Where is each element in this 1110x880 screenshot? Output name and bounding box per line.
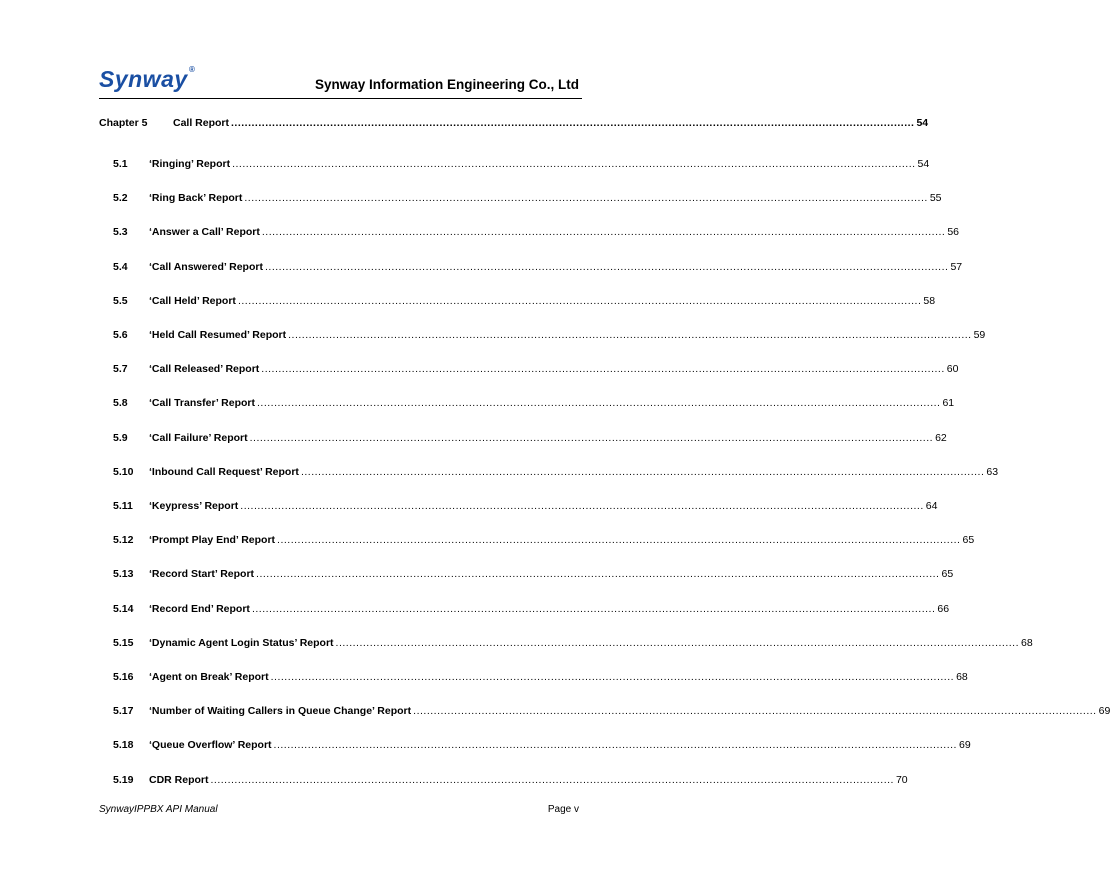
toc-entry[interactable] [113,431,947,445]
entry-title: ‘Agent on Break’ Report [149,671,269,683]
entry-page: 60 [946,363,959,376]
leader-dots: ........................................................................................................................................................................................................ [251,602,936,615]
entry-page: 66 [937,602,950,615]
entry-title: ‘Ringing’ Report [149,158,231,170]
toc-entry[interactable] [113,362,959,376]
entry-page: 69 [958,739,971,752]
entry-number: 5.19 [113,773,134,786]
leader-dots: ........................................................................................................................................................................................................ [257,397,941,410]
entry-page: 54 [917,158,930,170]
entry-title: ‘Call Held’ Report [149,294,236,307]
toc-entry[interactable] [113,225,960,239]
entry-number: 5.3 [113,226,128,239]
entry-page: 55 [929,192,942,205]
toc-entry[interactable] [113,704,1110,718]
chapter-title: Call Report [173,117,230,129]
toc-entry[interactable] [113,396,955,410]
chapter-page: 54 [916,117,929,129]
entry-number: 5.11 [113,500,133,512]
entry-page: 68 [1021,636,1033,649]
leader-dots: ........................................................................................................................................................................................................ [237,294,922,307]
entry-page: 64 [925,500,938,512]
leader-dots: ........................................................................................................................................................................................................ [270,671,955,683]
toc-entry[interactable] [113,636,1033,650]
leader-dots: ........................................................................................................................................................................................................ [335,636,1019,649]
entry-number: 5.1 [113,158,128,170]
entry-number: 5.13 [113,568,134,581]
leader-dots: ........................................................................................................................................................................................................ [256,568,940,581]
toc-entry[interactable] [113,602,950,616]
header-divider [99,98,582,99]
leader-dots: ........................................................................................................................................................................................................ [273,739,957,752]
entry-page: 58 [923,294,936,307]
entry-number: 5.16 [113,671,134,683]
entry-page: 68 [956,671,968,683]
synway-logo [99,65,196,93]
entry-page: 70 [895,773,908,786]
leader-dots: ........................................................................................................................................................................................................ [210,773,894,786]
toc-entry[interactable] [113,499,938,513]
toc-entry[interactable] [113,260,963,274]
company-name: Synway Information Engineering Co., Ltd [314,77,579,92]
entry-page: 57 [950,260,963,273]
entry-title: ‘Held Call Resumed’ Report [149,329,287,341]
leader-dots: ........................................................................................................................................................................................................ [264,260,949,273]
entry-number: 5.7 [113,363,128,376]
entry-title: ‘Call Transfer’ Report [149,397,256,410]
leader-dots: ........................................................................................................................................................................................................ [231,117,915,129]
leader-dots: ........................................................................................................................................................................................................ [288,329,972,341]
leader-dots: ........................................................................................................................................................................................................ [240,500,924,512]
page-number: Page v [547,804,579,815]
page-footer [99,804,579,815]
toc-entry[interactable] [113,533,975,547]
leader-dots: ........................................................................................................................................................................................................ [261,226,946,239]
entry-page: 61 [942,397,955,410]
toc-entry[interactable] [113,157,930,171]
entry-title: ‘Prompt Play End’ Report [149,534,276,547]
entry-title: ‘Dynamic Agent Login Status’ Report [149,636,334,649]
leader-dots: ........................................................................................................................................................................................................ [232,158,916,170]
entry-title: ‘Inbound Call Request’ Report [149,465,299,478]
entry-number: 5.14 [113,602,134,615]
entry-number: 5.4 [113,260,128,273]
toc-entry[interactable] [113,465,999,479]
leader-dots: ........................................................................................................................................................................................................ [249,431,934,444]
entry-title: ‘Answer a Call’ Report [149,226,260,239]
chapter-number: Chapter 5 [99,117,148,129]
entry-number: 5.17 [113,705,134,718]
entry-number: 5.15 [113,636,134,649]
entry-number: 5.6 [113,329,128,341]
leader-dots: ........................................................................................................................................................................................................ [300,465,985,478]
toc-entry[interactable] [113,567,954,581]
entry-number: 5.18 [113,739,134,752]
entry-title: ‘Keypress’ Report [149,500,239,512]
entry-number: 5.9 [113,431,128,444]
toc-entry[interactable] [113,773,908,787]
entry-page: 63 [986,465,999,478]
entry-page: 69 [1098,705,1110,718]
toc-entry[interactable] [113,191,942,205]
leader-dots: ........................................................................................................................................................................................................ [277,534,961,547]
entry-title: ‘Call Answered’ Report [149,260,263,273]
registered-mark: ® [189,65,196,74]
entry-number: 5.12 [113,534,134,547]
page-header [99,66,582,100]
entry-page: 62 [935,431,947,444]
entry-number: 5.2 [113,192,128,205]
entry-page: 65 [941,568,954,581]
entry-number: 5.8 [113,397,128,410]
entry-page: 59 [973,329,986,341]
toc-entry[interactable] [113,670,968,684]
entry-title: ‘Record Start’ Report [149,568,255,581]
entry-title: ‘Number of Waiting Callers in Queue Change’ Report [149,705,412,718]
leader-dots: ........................................................................................................................................................................................................ [244,192,928,205]
entry-number: 5.5 [113,294,128,307]
entry-page: 56 [947,226,960,239]
entry-title: ‘Ring Back’ Report [149,192,243,205]
logo-text: Synway [99,66,188,92]
entry-page: 65 [962,534,975,547]
toc-entry[interactable] [113,328,986,342]
manual-title: SynwayIPPBX API Manual [99,804,218,815]
entry-title: ‘Queue Overflow’ Report [149,739,272,752]
leader-dots: ........................................................................................................................................................................................................ [261,363,945,376]
leader-dots: ........................................................................................................................................................................................................ [413,705,1097,718]
entry-title: ‘Call Failure’ Report [149,431,248,444]
entry-number: 5.10 [113,465,134,478]
entry-title: ‘Call Released’ Report [149,363,260,376]
entry-title: CDR Report [149,773,209,786]
toc-chapter-entry[interactable] [99,116,929,130]
toc-entry[interactable] [113,738,971,752]
toc-entry[interactable] [113,294,936,308]
entry-title: ‘Record End’ Report [149,602,250,615]
